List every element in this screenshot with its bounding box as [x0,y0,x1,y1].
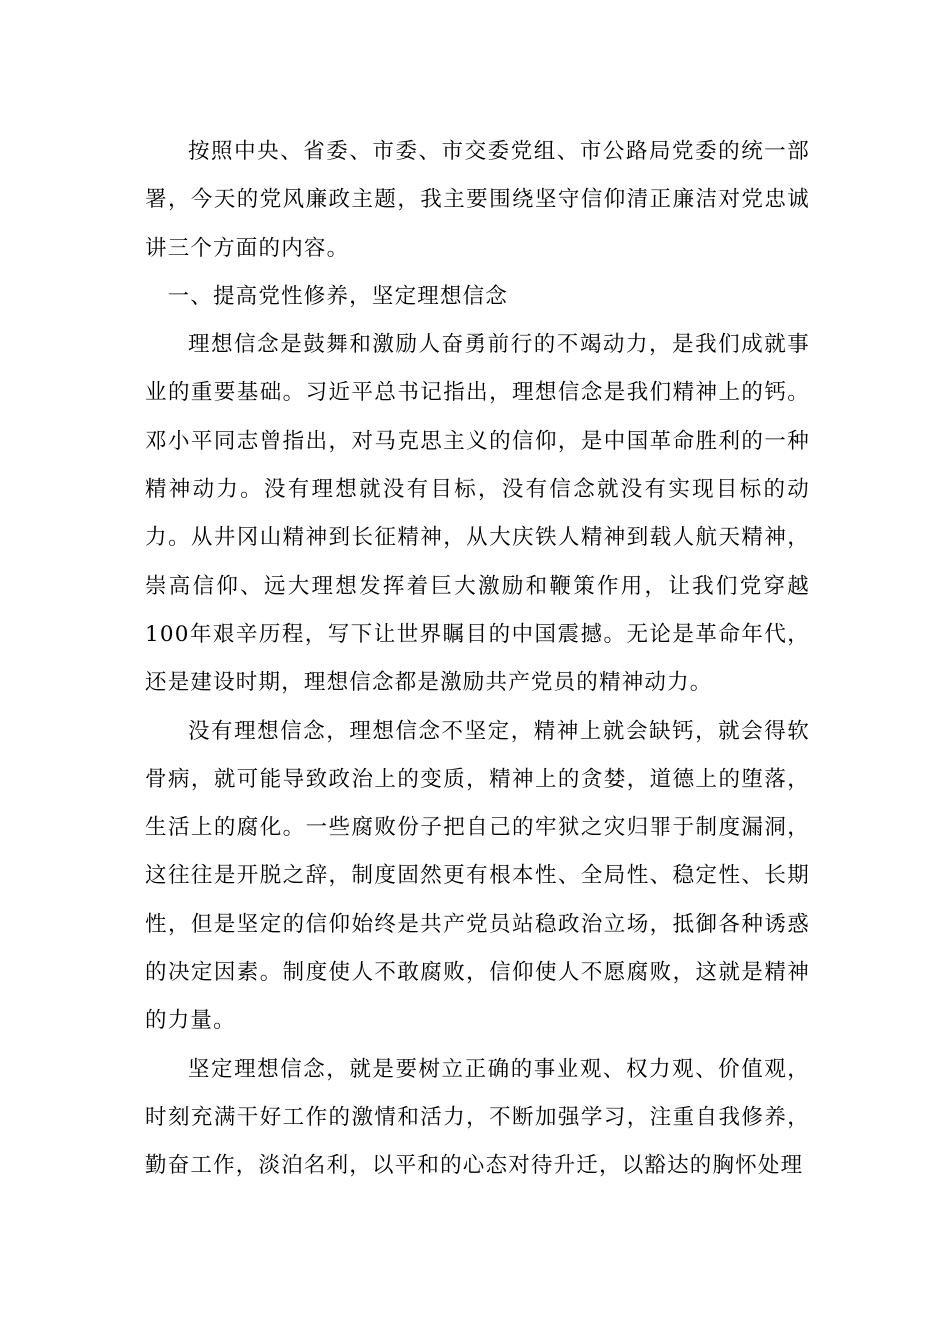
document-body [145,128,810,1191]
paragraph-without-ideals: 没有理想信念，理想信念不坚定，精神上就会缺钙，就会得软骨病，就可能导致政治上的变质，精神上的贪婪，道德上的堕落，生活上的腐化。一些腐败份子把自己的牢狱之灾归罪于制度漏洞，这往往是开脱之辞，制度固然更有根本性、全局性、稳定性、长期性，但是坚定的信仰始终是共产党员站稳政治立场，抵御各种诱惑的决定因素。制度使人不敢腐败，信仰使人不愿腐败，这就是精神的力量。 [145,718,810,1034]
paragraph-strengthen-ideals: 坚定理想信念，就是要树立正确的事业观、权力观、价值观，时刻充满干好工作的激情和活力，不断加强学习，注重自我修养，勤奋工作，淡泊名利，以平和的心态对待升迁，以豁达的胸怀处理 [145,1056,810,1179]
paragraph-intro: 按照中央、省委、市委、市交委党组、市公路局党委的统一部署，今天的党风廉政主题，我主要围绕坚守信仰清正廉洁对党忠诚讲三个方面的内容。 [145,139,810,261]
paragraph-ideals: 理想信念是鼓舞和激励人奋勇前行的不竭动力，是我们成就事业的重要基础。习近平总书记指出，理想信念是我们精神上的钙。邓小平同志曾指出，对马克思主义的信仰，是中国革命胜利的一种精神动力。没有理想就没有目标，没有信念就没有实现目标的动力。从井冈山精神到长征精神，从大庆铁人精神到载人航天精神，崇高信仰、远大理想发挥着巨大激励和鞭策作用，让我们党穿越100年艰辛历程，写下让世界瞩目的中国震撼。无论是革命年代，还是建设时期，理想信念都是激励共产党员的精神动力。 [145,332,810,696]
section-heading: 一、提高党性修养，坚定理想信念 [167,283,509,309]
